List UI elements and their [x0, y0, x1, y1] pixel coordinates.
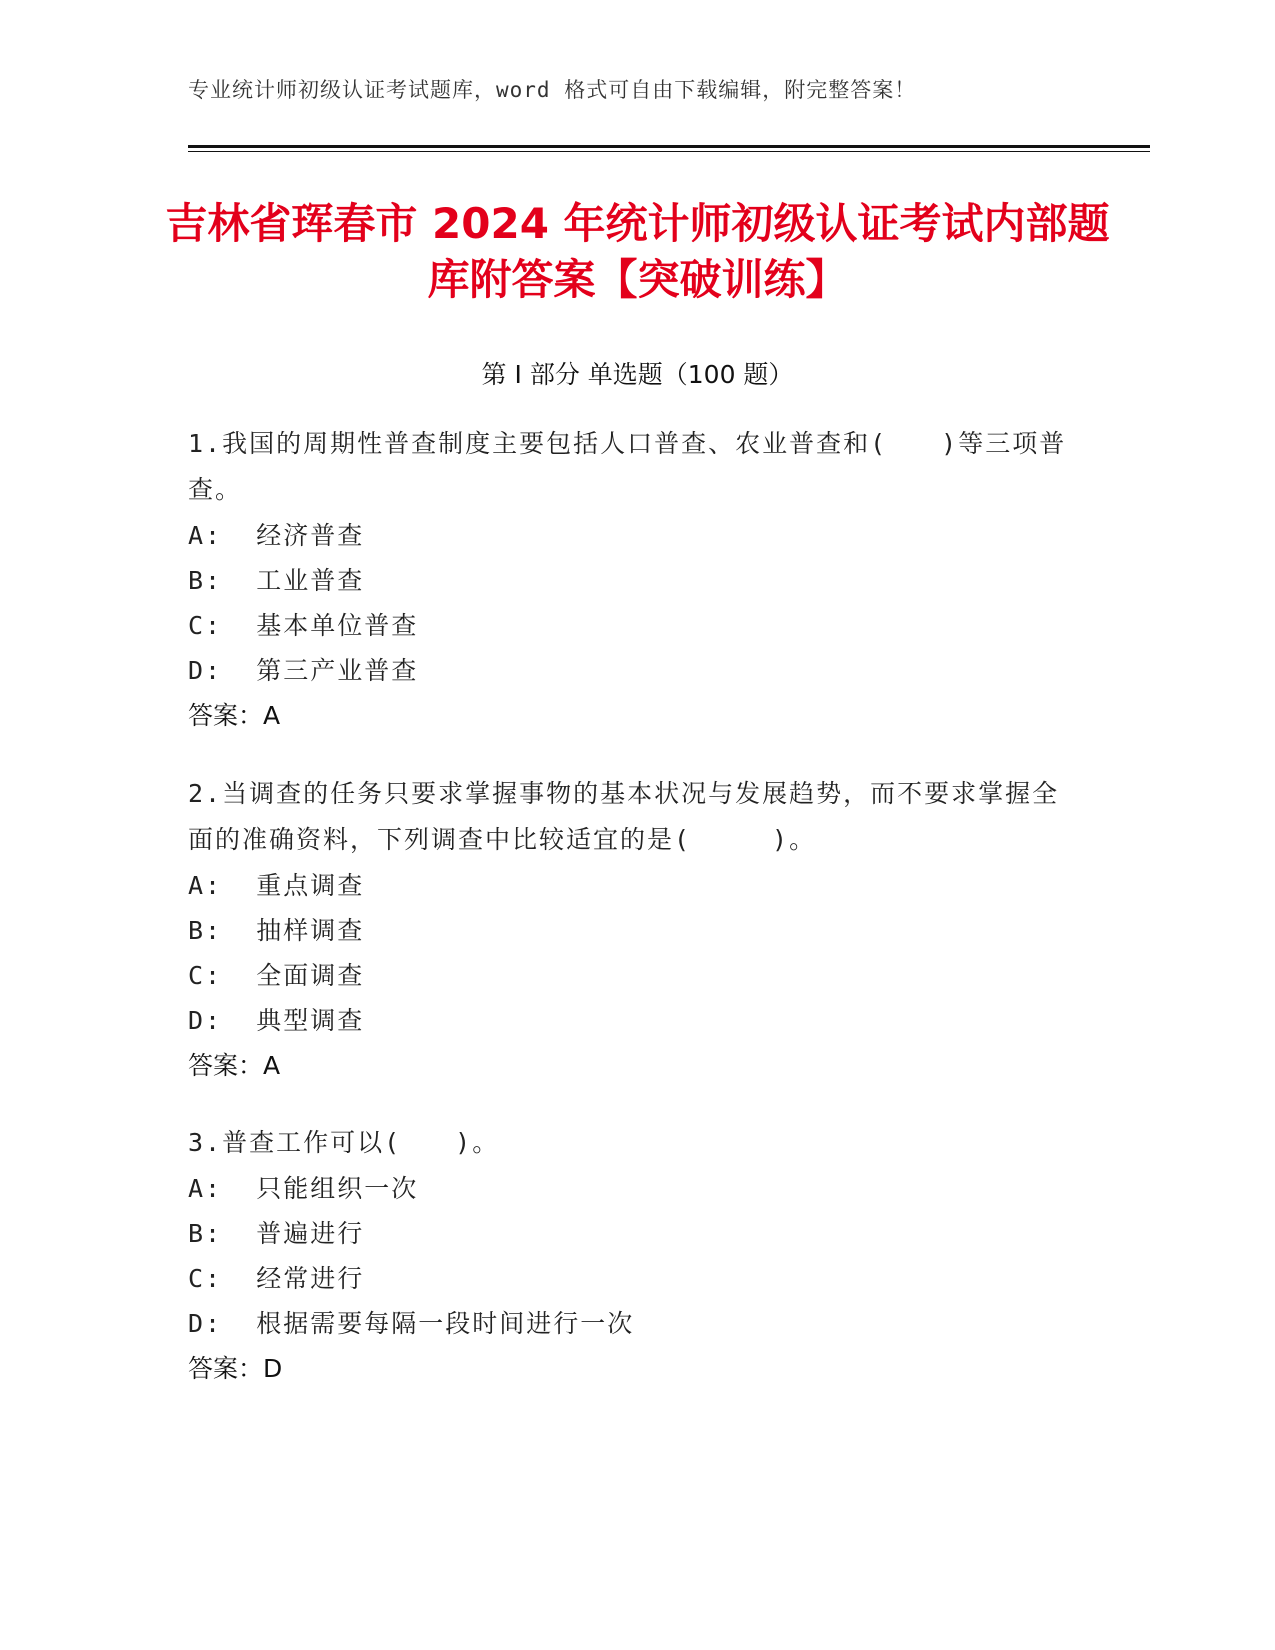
option-c: C: 经常进行 — [188, 1264, 365, 1293]
answer: 答案：A — [188, 701, 281, 730]
option-a: A: 重点调查 — [188, 871, 365, 900]
option-d: D: 第三产业普查 — [188, 656, 419, 685]
answer: 答案：A — [188, 1051, 281, 1080]
question-stem: 3.普查工作可以( )。 — [188, 1128, 500, 1157]
option-d: D: 根据需要每隔一段时间进行一次 — [188, 1309, 635, 1338]
option-c: C: 基本单位普查 — [188, 611, 419, 640]
document-title: 吉林省珲春市 2024 年统计师初级认证考试内部题库附答案【突破训练】 — [165, 199, 1110, 304]
section-title: 第 I 部分 单选题（100 题） — [481, 360, 794, 389]
answer: 答案：D — [188, 1354, 283, 1383]
option-a: A: 只能组织一次 — [188, 1174, 419, 1203]
header-note: 专业统计师初级认证考试题库，word 格式可自由下载编辑，附完整答案！ — [188, 78, 917, 102]
option-d: D: 典型调查 — [188, 1006, 365, 1035]
option-b: B: 工业普查 — [188, 566, 365, 595]
header-rule-thin — [188, 151, 1150, 152]
question-stem: 2.当调查的任务只要求掌握事物的基本状况与发展趋势，而不要求掌握全面的准确资料，下列调查中比较适宜的是( )。 — [188, 779, 1060, 854]
header-rule — [188, 145, 1150, 148]
question-3 — [188, 1120, 1068, 1392]
question-2 — [188, 771, 1068, 1089]
question-stem: 1.我国的周期性普查制度主要包括人口普查、农业普查和( )等三项普查。 — [188, 429, 1067, 504]
question-1 — [188, 421, 1068, 739]
option-b: B: 普遍进行 — [188, 1219, 365, 1248]
option-b: B: 抽样调查 — [188, 916, 365, 945]
option-c: C: 全面调查 — [188, 961, 365, 990]
option-a: A: 经济普查 — [188, 521, 365, 550]
